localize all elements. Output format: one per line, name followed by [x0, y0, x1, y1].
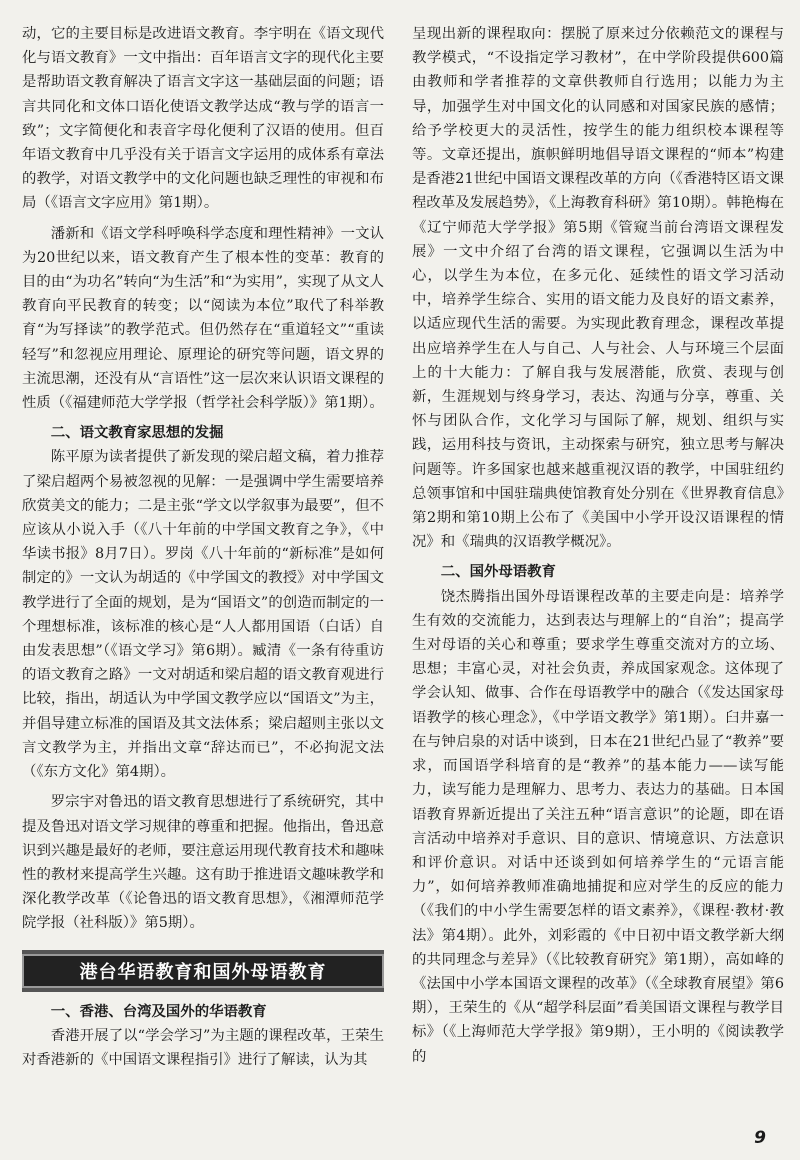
left-paragraph-5: 香港开展了以“学会学习”为主题的课程改革，王荣生对香港新的《中国语文课程指引》进行了解读，认为其: [22, 1027, 384, 1068]
page-number: 9: [754, 1128, 766, 1148]
left-column: [22, 22, 384, 1072]
left-paragraph-1: 动，它的主要目标是改进语文教育。李宇明在《语文现代化与语文教育》一文中指出：百年语言文字的现代化主要是帮助语文教育解决了语言文字这一基础层面的问题；语言共同化和文体口语化使语文教学达成“教与学的语言一致”；文字简便化和表音字母化便利了汉语的使用。但百年语文教育中几乎没有关于语言文字运用的成体系有章法的教学，对语文教学中的文化问题也缺乏理性的审视和布局（《语言文字应用》第1期）。: [22, 26, 384, 212]
left-paragraph-3: 陈平原为读者提供了新发现的梁启超文稿，着力推荐了梁启超两个易被忽视的见解：一是强调中学生需要培养欣赏美文的能力；二是主张“学文以学叙事为最要”，但不应该从小说入手（《八十年前的中学国文教育之争》，《中华读书报》8月7日）。罗岗《八十年前的“新标准”是如何制定的》一文认为胡适的《中学国文的教授》对中学国文教学进行了全面的规划，是为“国语文”的创造而制定的一个理想标准，该标准的核心是“人人都用国语（白话）自由发表思想”（《语文学习》第6期）。臧清《一条有待重访的语文教育之路》一文对胡适和梁启超的语文教育观进行比较，指出，胡适认为中学国文教学应以“国语文”为主，并倡导建立标准的国语及其文法体系；梁启超则主张以文言文教学为主，并指出文章“辞达而已”，不必拘泥文法（《东方文化》第4期）。: [22, 449, 384, 781]
right-column: [412, 22, 784, 1069]
section-heading-chinese-education: 一、香港、台湾及国外的华语教育: [50, 1003, 267, 1020]
right-paragraph-1: 呈现出新的课程取向：摆脱了原来过分依赖范文的课程与教学模式，“不设指定学习教材”，在中学阶段提供600篇由教师和学者推荐的文章供教师自行选用；以能力为主导，加强学生对中国文化的认同感和对国家民族的感情；给予学校更大的灵活性，按学生的能力组织校本课程等等。文章还提出，旗帜鲜明地倡导语文课程的“师本”构建是香港21世纪中国语文课程改革的方向（《香港特区语文课程改革及发展趋势》，《上海教育科研》第10期）。韩艳梅在《辽宁师范大学学报》第5期《管窥当前台湾语文课程发展》一文中介绍了台湾的语文课程，它强调以生活为中心，以学生为本位，在多元化、延续性的语文学习活动中，培养学生综合、实用的语文能力及良好的语文素养，以适应现代生活的需要。为实现此教育理念，课程改革提出应培养学生在人与自己、人与社会、人与环境三个层面上的十大能力：了解自我与发展潜能，欣赏、表现与创新，生涯规划与终身学习，表达、沟通与分享，尊重、关怀与团队合作，文化学习与国际了解，规划、组织与实践，运用科技与资讯，主动探索与研究，独立思考与解决问题等。许多国家也越来越重视汉语的教学，中国驻纽约总领事馆和中国驻瑞典使馆教育处分别在《世界教育信息》第2期和第10期上公布了《美国中小学开设汉语课程的情况》和《瑞典的汉语教学概况》。: [412, 26, 784, 551]
left-paragraph-4: 罗宗宇对鲁迅的语文教育思想进行了系统研究，其中提及鲁迅对语文学习规律的尊重和把握。他指出，鲁迅意识到兴趣是最好的老师，要注意运用现代教育技术和趣味性的教材来提高学生兴趣。这有助于推进语文趣味教学和深化教学改革（《论鲁迅的语文教育思想》，《湘潭师范学院学报（社科版）》第5期）。: [22, 794, 384, 932]
section-banner: [22, 950, 384, 992]
right-paragraph-2: 饶杰腾指出国外母语课程改革的主要走向是：培养学生有效的交流能力，达到表达与理解上的“自治”；提高学生对母语的关心和尊重；要求学生尊重交流对方的立场、思想；丰富心灵，对社会负责，养成国家观念。这体现了学会认知、做事、合作在母语教学中的融合（《发达国家母语教学的核心理念》，《中学语文教学》第1期）。臼井嘉一在与钟启泉的对话中谈到，日本在21世纪凸显了“教养”要求，而国语学科培育的是“教养”的基本能力——读写能力，读写能力是理解力、思考力、表达力的基础。日本国语教育界新近提出了关注五种“语言意识”的论题，即在语言活动中培养对手意识、目的意识、情境意识、方法意识和评价意识。对话中还谈到如何培养学生的“元语言能力”，如何培养教师准确地捕捉和应对学生的反应的能力（《我们的中小学生需要怎样的语文素养》，《课程·教材·教法》第4期）。此外，刘彩霞的《中日初中语文教学新大纲的共同理念与差异》（《比较教育研究》第1期），高如峰的《法国中小学本国语文课程的改革》（《全球教育展望》第6期），王荣生的《从“超学科层面”看美国语文课程与教学目标》（《上海师范大学学报》第9期），王小明的《阅读教学的: [412, 588, 784, 1065]
section-heading-thinkers: 二、语文教育家思想的发掘: [50, 425, 224, 442]
section-banner-title: 港台华语教育和国外母语教育: [79, 961, 327, 983]
section-heading-foreign-mother-tongue: 二、国外母语教育: [440, 564, 556, 581]
left-paragraph-2: 潘新和《语文学科呼唤科学态度和理性精神》一文认为20世纪以来，语文教育产生了根本性的变革：教育的目的由“为功名”转向“为生活”和“为实用”，实现了从文人教育向平民教育的转变；以“阅读为本位”取代了科举教育“为写择读”的教学范式。但仍然存在“重道轻文”“重读轻写”和忽视应用理论、原理论的研究等问题，语文界的主流思潮，还没有从“言语性”这一层次来认识语文课程的性质（《福建师范大学学报（哲学社会科学版）》第1期）。: [22, 225, 384, 412]
